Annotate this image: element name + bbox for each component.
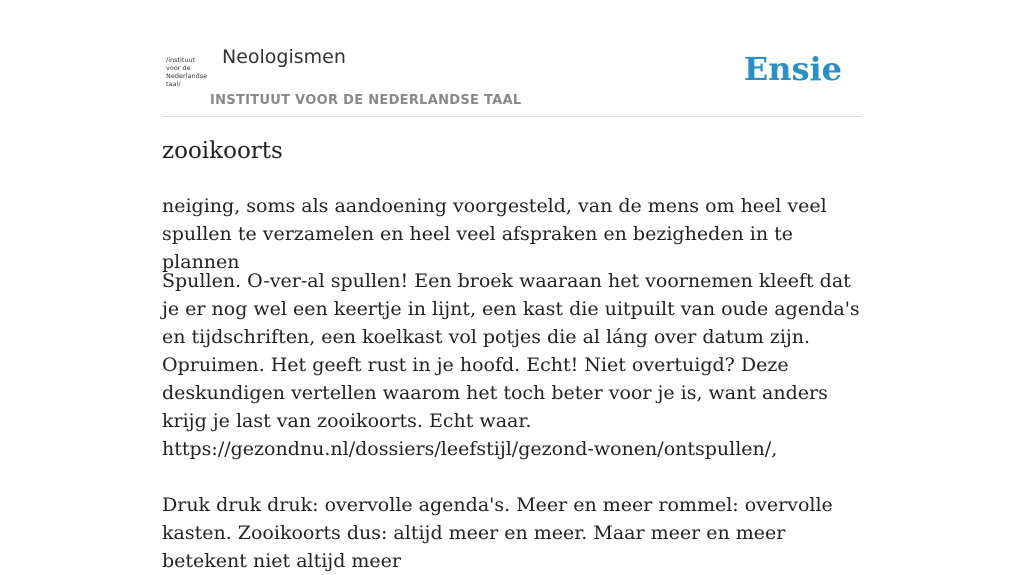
quote-paragraph: Druk druk druk: overvolle agenda's. Meer en meer rommel: overvolle kasten. Zooikoorts dus: altijd meer en meer. Maar meer en meer betekent niet altijd meer	[162, 494, 833, 572]
logo-line: taal/	[166, 80, 181, 88]
logo-line: /instituut	[166, 56, 196, 64]
entry-headword: zooikoorts	[162, 138, 283, 164]
institute-name: INSTITUUT VOOR DE NEDERLANDSE TAAL	[210, 93, 522, 108]
header	[162, 0, 862, 117]
ivdnt-logo[interactable]	[166, 56, 206, 88]
entry-quote	[162, 267, 872, 575]
site-title[interactable]: Neologismen	[222, 46, 346, 68]
page	[162, 0, 862, 572]
ensie-brand-logo[interactable]: Ensie	[743, 50, 842, 88]
logo-line: Nederlandse	[166, 72, 208, 80]
entry-definition: neiging, soms als aandoening voorgesteld, van de mens om heel veel spullen te verzamelen en heel veel afspraken en bezigheden in te plannen	[162, 195, 827, 273]
logo-line: voor de	[166, 64, 191, 72]
quote-paragraph: Spullen. O-ver-al spullen! Een broek waaraan het voornemen kleeft dat je er nog wel een keertje in lijnt, een kast die uitpuilt van oude agenda's en tijdschriften, een koelkast vol potjes die al láng over datum zijn. Opruimen. Het geeft rust in je hoofd. Echt! Niet overtuigd? Deze deskundigen vertellen waarom het toch beter voor je is, want anders krijg je last van zooikoorts. Echt waar. https://gezondnu.nl/dossiers/leefstijl/gezond-wonen/ontspullen/,	[162, 270, 860, 460]
